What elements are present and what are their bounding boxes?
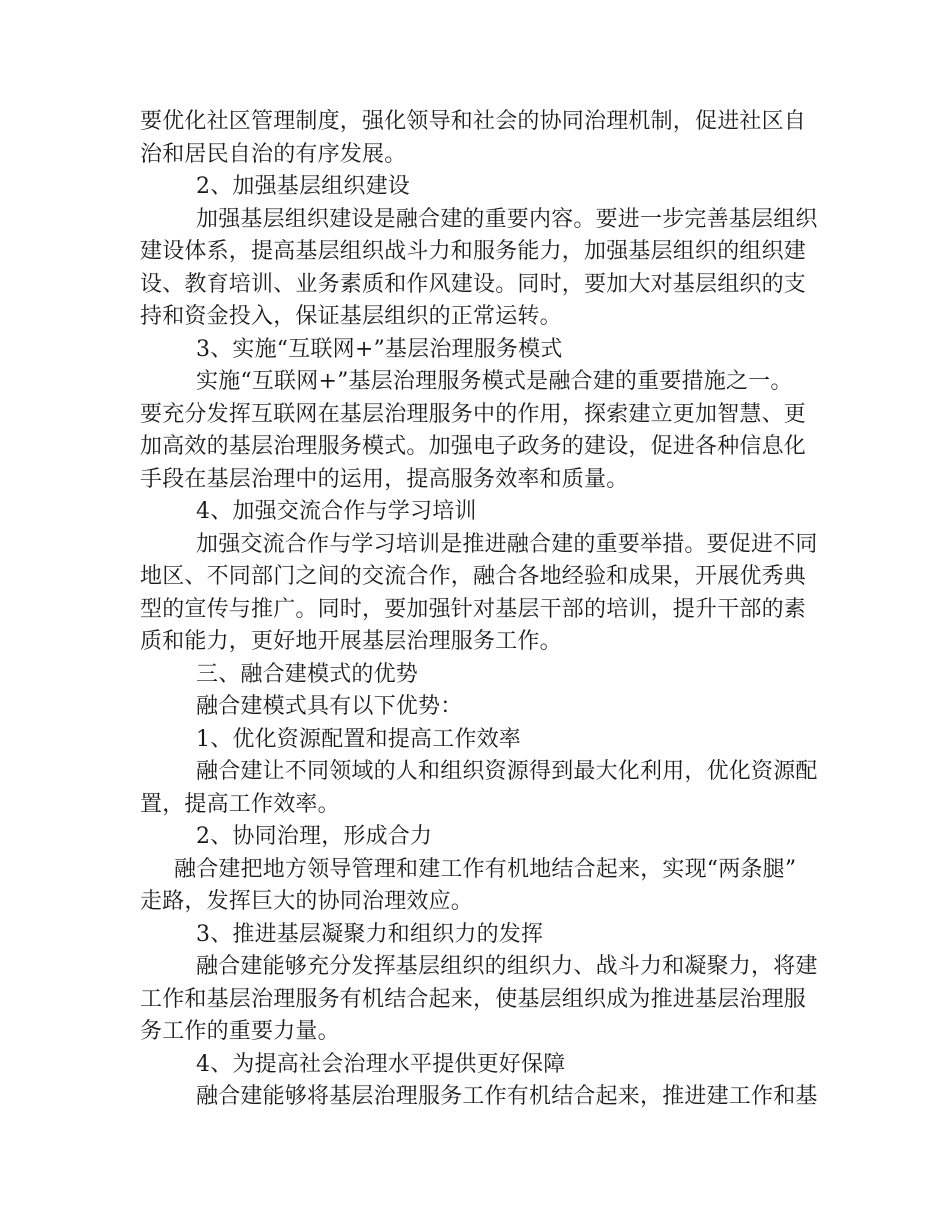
- text-line: 要充分发挥互联网在基层治理服务中的作用，探索建立更加智慧、更: [140, 401, 807, 427]
- text-line: 型的宣传与推广。同时，要加强针对基层干部的培训，提升干部的素: [140, 596, 807, 622]
- text-line: 治和居民自治的有序发展。: [140, 141, 407, 167]
- document-body: [140, 106, 818, 1114]
- text-line: 工作和基层治理服务有机结合起来，使基层组织成为推进基层治理服: [140, 986, 807, 1012]
- text-line: 质和能力，更好地开展基层治理服务工作。: [140, 629, 562, 654]
- text-line: 融合建能够充分发挥基层组织的组织力、战斗力和凝聚力，将建: [196, 954, 818, 979]
- chapter-heading: 三、融合建模式的优势: [196, 661, 419, 687]
- text-line: 融合建模式具有以下优势：: [196, 694, 463, 719]
- text-line: 置，提高工作效率。: [140, 791, 340, 817]
- text-line: 持和资金投入，保证基层组织的正常运转。: [140, 304, 562, 329]
- text-line: 走路，发挥巨大的协同治理效应。: [140, 889, 474, 914]
- text-line: 融合建能够将基层治理服务工作有机结合起来，推进建工作和基: [196, 1084, 818, 1109]
- text-line: 地区、不同部门之间的交流合作，融合各地经验和成果，开展优秀典: [140, 564, 807, 589]
- text-line: 建设体系，提高基层组织战斗力和服务能力，加强基层组织的组织建: [140, 239, 807, 264]
- section-heading: 4、为提高社会治理水平提供更好保障: [196, 1051, 566, 1077]
- text-line: 融合建让不同领域的人和组织资源得到最大化利用，优化资源配: [196, 759, 818, 784]
- text-line: 加高效的基层治理服务模式。加强电子政务的建设，促进各种信息化: [140, 434, 807, 459]
- text-line: 加强交流合作与学习培训是推进融合建的重要举措。要促进不同: [196, 531, 818, 557]
- section-heading: 3、推进基层凝聚力和组织力的发挥: [196, 921, 544, 947]
- text-line: 手段在基层治理中的运用，提高服务效率和质量。: [140, 466, 629, 492]
- section-heading: 3、实施“互联网+”基层治理服务模式: [196, 336, 563, 362]
- text-line: 融合建把地方领导管理和建工作有机地结合起来，实现“两条腿”: [174, 856, 797, 882]
- text-line: 实施“互联网+”基层治理服务模式是融合建的重要措施之一。: [196, 369, 793, 394]
- text-line: 加强基层组织建设是融合建的重要内容。要进一步完善基层组织: [196, 206, 818, 232]
- section-heading: 1、优化资源配置和提高工作效率: [196, 726, 521, 752]
- section-heading: 2、加强基层组织建设: [196, 174, 410, 199]
- section-heading: 4、加强交流合作与学习培训: [196, 499, 477, 524]
- text-line: 务工作的重要力量。: [140, 1019, 340, 1044]
- section-heading: 2、协同治理，形成合力: [196, 824, 433, 849]
- text-line: 要优化社区管理制度，强化领导和社会的协同治理机制，促进社区自: [140, 109, 807, 134]
- text-line: 设、教育培训、业务素质和作风建设。同时，要加大对基层组织的支: [140, 271, 807, 297]
